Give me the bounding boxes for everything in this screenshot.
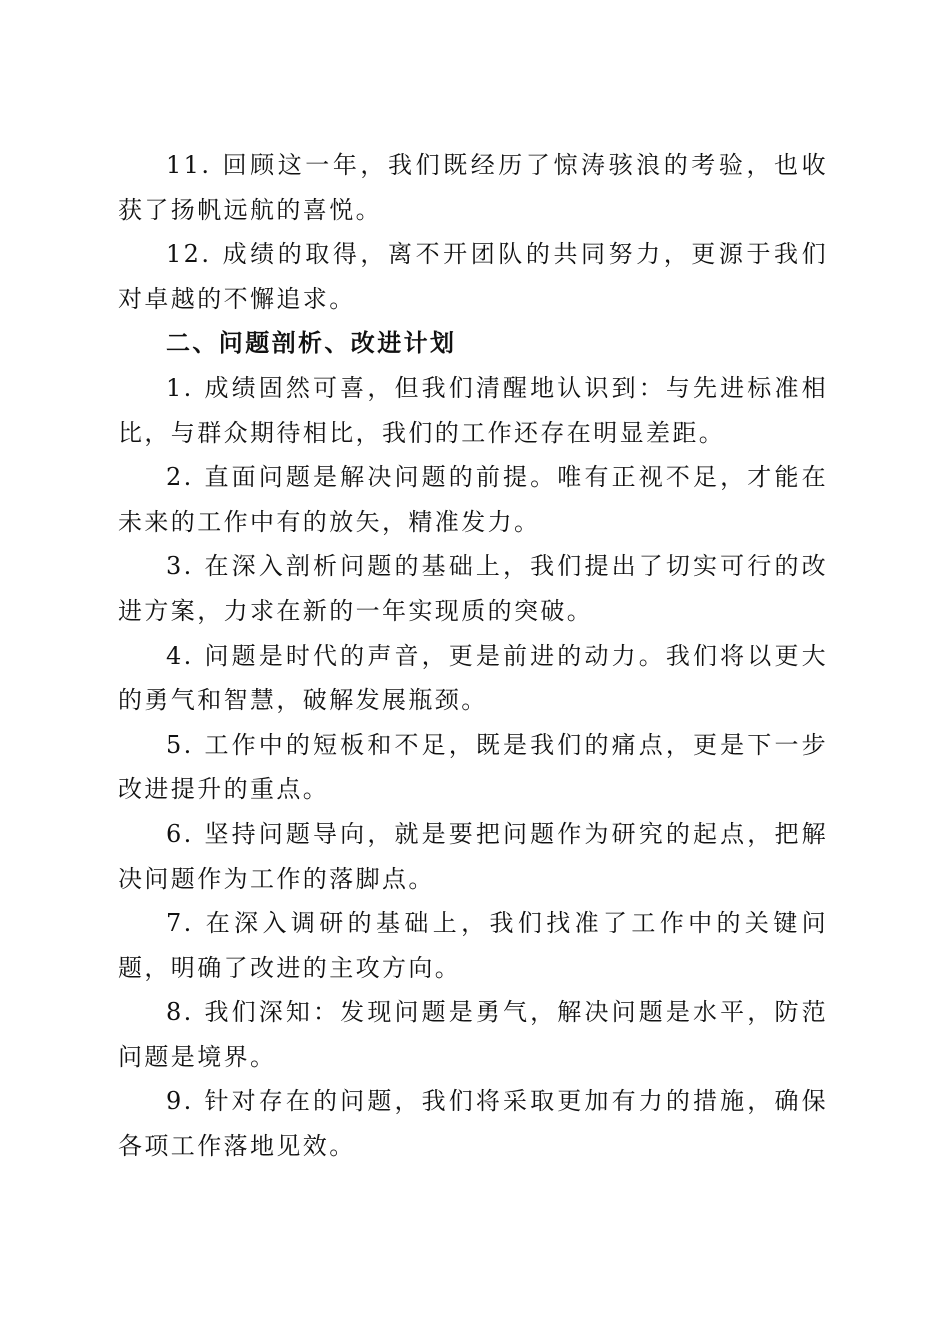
paragraph-1: 1. 成绩固然可喜，但我们清醒地认识到：与先进标准相比，与群众期待相比，我们的工作还存在明显差距。 <box>118 373 828 447</box>
paragraph-3: 3. 在深入剖析问题的基础上，我们提出了切实可行的改进方案，力求在新的一年实现质的突破。 <box>118 552 828 625</box>
paragraph-5: 5. 工作中的短板和不足，既是我们的痛点，更是下一步改进提升的重点。 <box>118 730 828 804</box>
paragraph-6: 6. 坚持问题导向，就是要把问题作为研究的起点，把解决问题作为工作的落脚点。 <box>118 819 828 893</box>
paragraph-2: 2. 直面问题是解决问题的前提。唯有正视不足，才能在未来的工作中有的放矢，精准发力。 <box>118 463 828 536</box>
paragraph-11: 11. 回顾这一年，我们既经历了惊涛骇浪的考验，也收获了扬帆远航的喜悦。 <box>118 151 828 224</box>
paragraph-9: 9. 针对存在的问题，我们将采取更加有力的措施，确保各项工作落地见效。 <box>118 1087 828 1161</box>
document-body <box>118 143 828 1169</box>
paragraph-7: 7. 在深入调研的基础上，我们找准了工作中的关键问题，明确了改进的主攻方向。 <box>118 909 828 982</box>
paragraph-12: 12. 成绩的取得，离不开团队的共同努力，更源于我们对卓越的不懈追求。 <box>118 240 828 313</box>
paragraph-4: 4. 问题是时代的声音，更是前进的动力。我们将以更大的勇气和智慧，破解发展瓶颈。 <box>118 641 828 715</box>
paragraph-8: 8. 我们深知：发现问题是勇气，解决问题是水平，防范问题是境界。 <box>118 998 828 1071</box>
section-heading: 二、问题剖析、改进计划 <box>166 329 457 358</box>
